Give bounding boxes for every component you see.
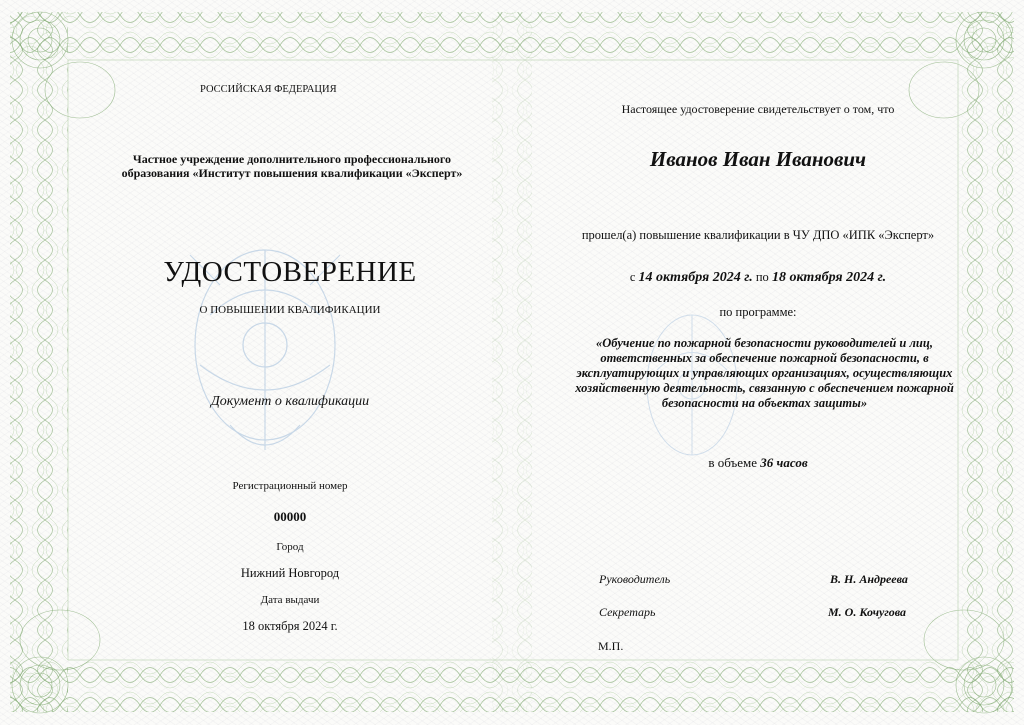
director-name: В. Н. Андреева — [830, 572, 908, 586]
program-label: по программе: — [719, 305, 797, 319]
stamp-place: М.П. — [598, 639, 624, 653]
secretary-name: М. О. Кочугова — [828, 605, 907, 619]
issue-date-value: 18 октября 2024 г. — [242, 619, 338, 633]
document-title: УДОСТОВЕРЕНИЕ — [163, 256, 417, 288]
director-role: Руководитель — [599, 572, 671, 586]
institution-name: Частное учреждение дополнительного профессионального образования «Институт повышения квалификации «Эксперт» — [121, 152, 463, 180]
from-word: с — [629, 270, 636, 284]
to-word: по — [755, 270, 769, 284]
registration-number: 00000 — [273, 509, 307, 524]
intro-text: Настоящее удостоверение свидетельствует о том, что — [621, 102, 895, 116]
city-value: Нижний Новгород — [240, 566, 340, 580]
secretary-role: Секретарь — [599, 605, 656, 619]
date-from: 14 октября 2024 г. — [638, 270, 753, 285]
registration-label: Регистрационный номер — [232, 480, 348, 492]
country-label: РОССИЙСКАЯ ФЕДЕРАЦИЯ — [200, 84, 337, 95]
right-page — [512, 0, 1024, 725]
training-period — [572, 270, 944, 286]
holder-name: Иванов Иван Иванович — [649, 147, 867, 171]
issue-date-label: Дата выдачи — [260, 594, 320, 606]
volume-prefix: в объеме — [708, 455, 758, 470]
date-to: 18 октября 2024 г. — [771, 270, 887, 285]
document-type: Документ о квалификации — [210, 394, 370, 409]
city-label: Город — [276, 541, 304, 553]
document-subtitle: О ПОВЫШЕНИИ КВАЛИФИКАЦИИ — [199, 304, 381, 316]
passed-text: прошел(а) повышение квалификации в ЧУ ДПО «ИПК «Эксперт» — [581, 228, 935, 242]
program-name: «Обучение по пожарной безопасности руководителей и лиц, ответственных за обеспечение пожарной безопасности, в эксплуатирующих и управляющих организациях, осуществляющих хозяйственную деятельность, связанную с обеспечением пожарной безопасности на объектах защиты» — [575, 336, 954, 410]
training-volume — [622, 455, 894, 471]
volume-hours: 36 часов — [760, 455, 808, 470]
